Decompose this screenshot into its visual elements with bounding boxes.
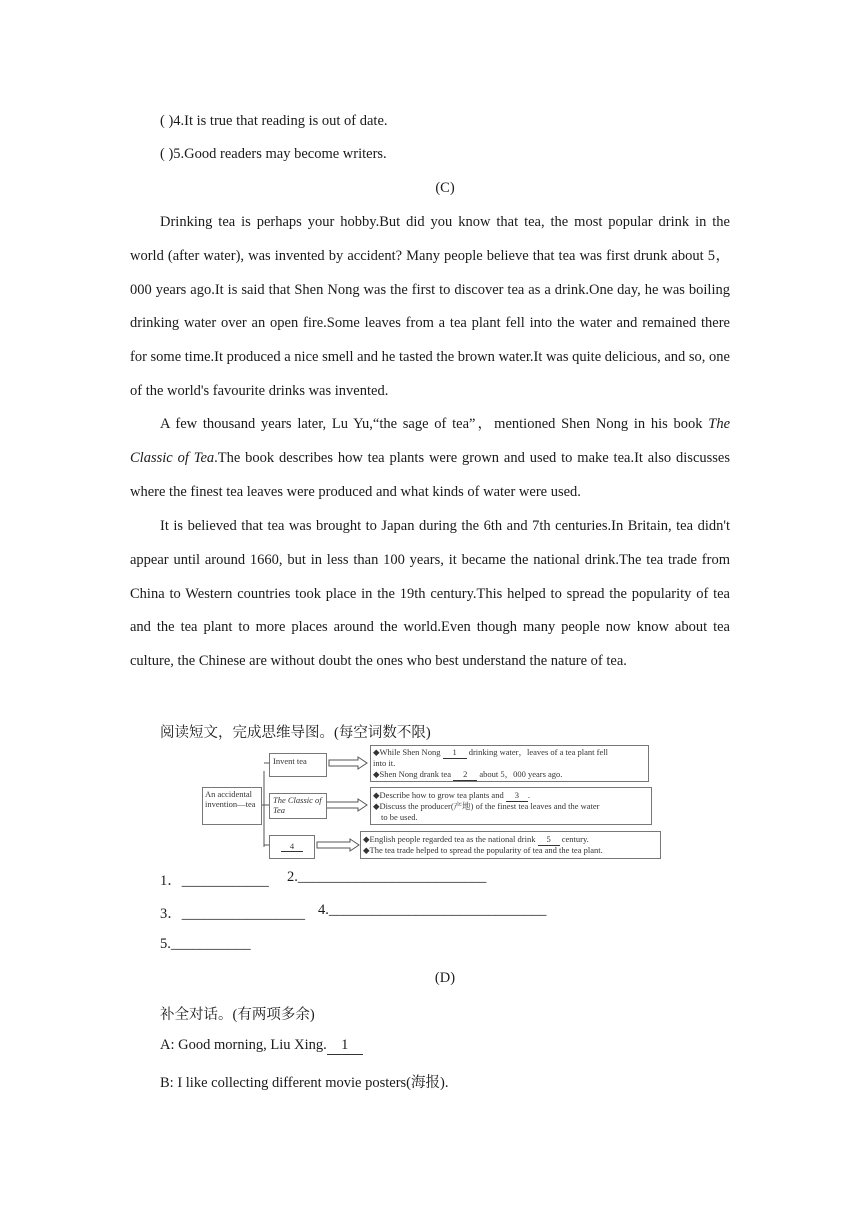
paragraph-2-text-b: .The book describes how tea plants were grown and used to make tea.It also discusses where the finest tea leaves were produced and what kinds of water were used.	[130, 449, 730, 500]
arrow-1	[329, 757, 367, 769]
arrow-2	[326, 799, 367, 811]
detail-2-text-a: ◆Describe how to grow tea plants and	[373, 790, 504, 800]
dialogue-line-b: B: I like collecting different movie posters(海报).	[160, 1075, 449, 1091]
answer-1: 1．____________	[160, 873, 269, 889]
detail-1-text-b: drinking water，leaves of a tea plant fell	[468, 747, 608, 757]
dialogue-blank-1: 1	[327, 1037, 363, 1055]
answer-2: 2.__________________________	[287, 869, 487, 885]
blank-1: 1	[443, 747, 467, 759]
root-node	[202, 787, 262, 825]
mind-map	[200, 745, 660, 863]
question-5: ( )5.Good readers may become writers.	[160, 146, 387, 162]
branch-1-label: Invent tea	[273, 756, 307, 766]
blank-3: 3	[506, 790, 528, 802]
branch-2-label: The Classic of Tea	[273, 795, 322, 815]
detail-2-line-1	[373, 790, 530, 802]
detail-box-3	[360, 831, 661, 859]
line-a-text: A: Good morning, Liu Xing.	[160, 1037, 327, 1053]
detail-1-line-1	[373, 747, 608, 759]
detail-1-text-d: about 5，000 years ago.	[479, 769, 563, 779]
detail-1-text-a: ◆While Shen Nong	[373, 747, 441, 757]
detail-1-text-c: ◆Shen Nong drank tea	[373, 769, 452, 779]
branch-invent-tea	[269, 753, 327, 777]
section-c-paragraph-1	[130, 206, 730, 409]
answer-4: 4.______________________________	[318, 902, 547, 918]
arrow-3	[317, 839, 359, 851]
paragraph-3-text: It is believed that tea was brought to Japan during the 6th and 7th centuries.In Britain, tea didn't appear until around 1660, but in less than 100 years, it became the national drink.The tea trade from China to Western countries took place in the 19th century.This helped to spread the popularity of tea and the tea plant to more places around the world.Even though many people now know about tea culture, the Chinese are without doubt the ones who best understand the nature of tea.	[130, 518, 730, 670]
detail-3-line-1	[363, 834, 589, 846]
book-title: The Classic of Tea	[130, 416, 730, 466]
section-c-paragraph-2	[130, 408, 730, 509]
blank-2: 2	[453, 769, 477, 781]
dialogue-line-a	[160, 1037, 363, 1055]
answer-5: 5.___________	[160, 936, 251, 952]
detail-1-line-2: into it.	[373, 758, 396, 768]
detail-box-2	[370, 787, 652, 825]
blank-5: 5	[538, 834, 560, 846]
root-label: An accidental invention—tea	[205, 789, 256, 809]
branch-classic-of-tea	[269, 793, 327, 819]
detail-2-text-b: .	[527, 790, 530, 800]
detail-1-line-3	[373, 769, 562, 781]
answer-3: 3．_________________	[160, 906, 305, 922]
detail-3-line-2: ◆The tea trade helped to spread the popularity of tea and the tea plant.	[363, 845, 603, 855]
detail-box-1	[370, 745, 649, 782]
mindmap-instruction: 阅读短文，完成思维导图。(每空词数不限)	[160, 725, 431, 741]
detail-2-line-2: ◆Discuss the producer(产地) of the finest tea leaves and the water	[373, 801, 600, 811]
paragraph-2-text-a: A few thousand years later, Lu Yu,“the sage of tea”，mentioned Shen Nong in his book	[160, 416, 709, 432]
question-4: ( )4.It is true that reading is out of date.	[160, 113, 388, 129]
blank-4: 4	[281, 841, 303, 852]
detail-2-line-3: to be used.	[381, 812, 418, 822]
section-c-paragraph-3	[130, 510, 730, 679]
section-c-heading: (C)	[435, 180, 455, 196]
section-d-heading: (D)	[434, 970, 456, 986]
paragraph-1-text: Drinking tea is perhaps your hobby.But did you know that tea, the most popular drink in the world (after water), was invented by accident? Many people believe that tea was first drunk about 5，000 years ago.It is said that Shen Nong was the first to discover tea as a drink.One day, he was boiling drinking water over an open fire.Some leaves from a tea plant fell into the water and remained there for some time.It produced a nice smell and he tasted the brown water.It was quite delicious, and so, one of the world's favourite drinks was invented.	[130, 214, 730, 399]
detail-3-text-a: ◆English people regarded tea as the national drink	[363, 834, 536, 844]
dialogue-instruction: 补全对话。(有两项多余)	[160, 1007, 315, 1023]
detail-3-text-b: century.	[561, 834, 589, 844]
branch-blank-4	[269, 835, 315, 859]
